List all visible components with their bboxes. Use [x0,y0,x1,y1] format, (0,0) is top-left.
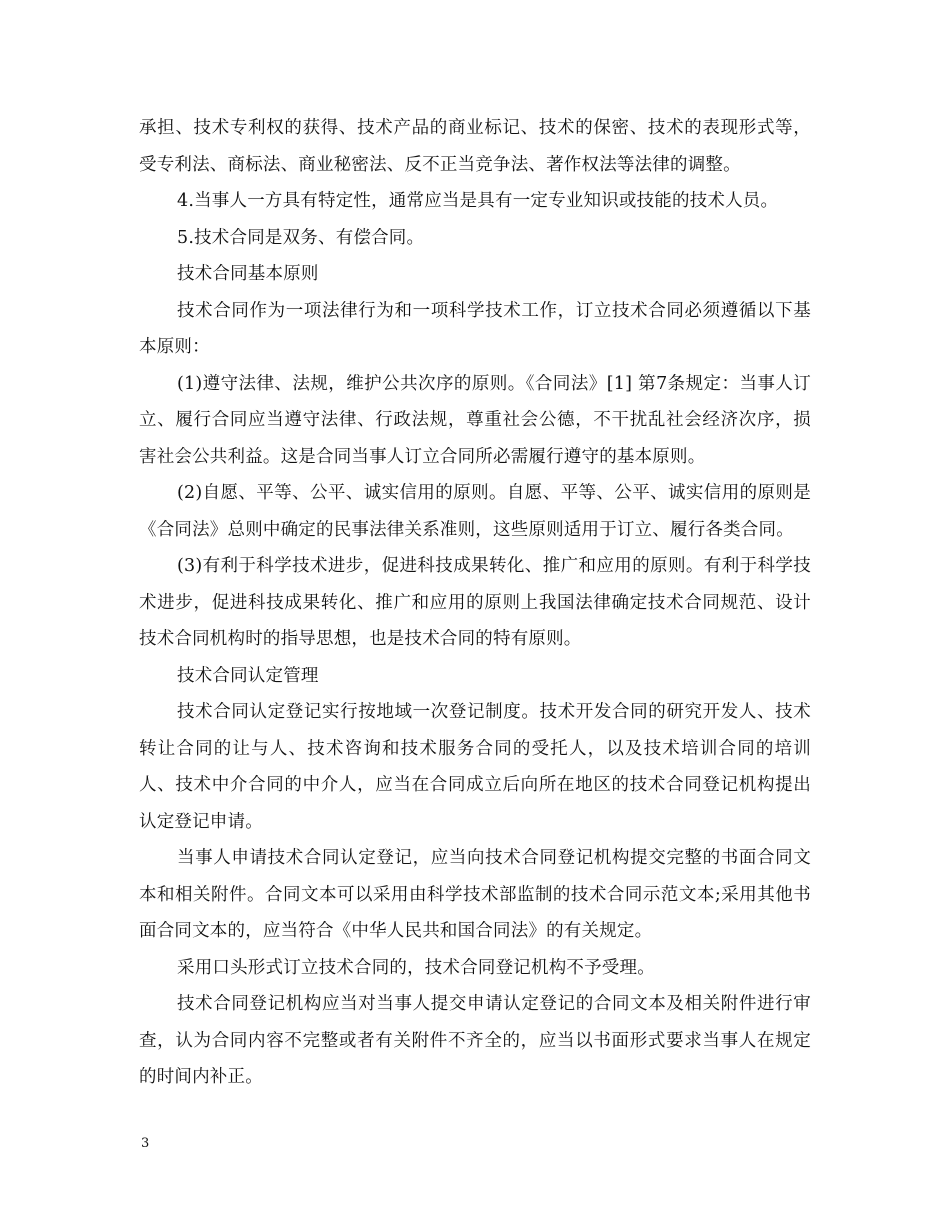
paragraph-6: (1)遵守法律、法规，维护公共次序的原则。《合同法》[1] 第7条规定：当事人订立、履行合同应当遵守法律、行政法规，尊重社会公德，不干扰乱社会经济次序，损害社会公共利益。这是合同当事人订立合同所必需履行遵守的基本原则。 [139,373,811,467]
body-text [139,110,811,1096]
section-heading-principles: 技术合同基本原则 [177,264,319,284]
paragraph-10: 技术合同认定登记实行按地域一次登记制度。技术开发合同的研究开发人、技术转让合同的让与人、技术咨询和技术服务合同的受托人，以及技术培训合同的培训人、技术中介合同的中介人，应当在合同成立后向所在地区的技术合同登记机构提出认定登记申请。 [139,702,811,832]
paragraph-2: 4.当事人一方具有特定性，通常应当是具有一定专业知识或技能的技术人员。 [177,191,779,211]
paragraph-13: 技术合同登记机构应当对当事人提交申请认定登记的合同文本及相关附件进行审查，认为合同内容不完整或者有关附件不齐全的，应当以书面形式要求当事人在规定的时间内补正。 [139,994,811,1087]
paragraph-8: (3)有利于科学技术进步，促进科技成果转化、推广和应用的原则。有利于科学技术进步，促进科技成果转化、推广和应用的原则上我国法律确定技术合同规范、设计技术合同机构时的指导思想，也是技术合同的特有原则。 [139,556,811,649]
paragraph-1: 承担、技术专利权的获得、技术产品的商业标记、技术的保密、技术的表现形式等，受专利法、商标法、商业秘密法、反不正当竞争法、著作权法等法律的调整。 [139,118,811,175]
paragraph-7: (2)自愿、平等、公平、诚实信用的原则。自愿、平等、公平、诚实信用的原则是《合同法》总则中确定的民事法律关系准则，这些原则适用于订立、履行各类合同。 [139,483,811,540]
paragraph-3: 5.技术合同是双务、有偿合同。 [177,227,425,248]
paragraph-12: 采用口头形式订立技术合同的，技术合同登记机构不予受理。 [177,957,655,978]
page-number: 3 [141,1136,150,1151]
section-heading-management: 技术合同认定管理 [177,665,319,686]
paragraph-5: 技术合同作为一项法律行为和一项科学技术工作，订立技术合同必须遵循以下基本原则： [139,300,811,357]
paragraph-11: 当事人申请技术合同认定登记，应当向技术合同登记机构提交完整的书面合同文本和相关附件。合同文本可以采用由科学技术部监制的技术合同示范文本;采用其他书面合同文本的，应当符合《中华人民共和国合同法》的有关规定。 [139,848,811,941]
